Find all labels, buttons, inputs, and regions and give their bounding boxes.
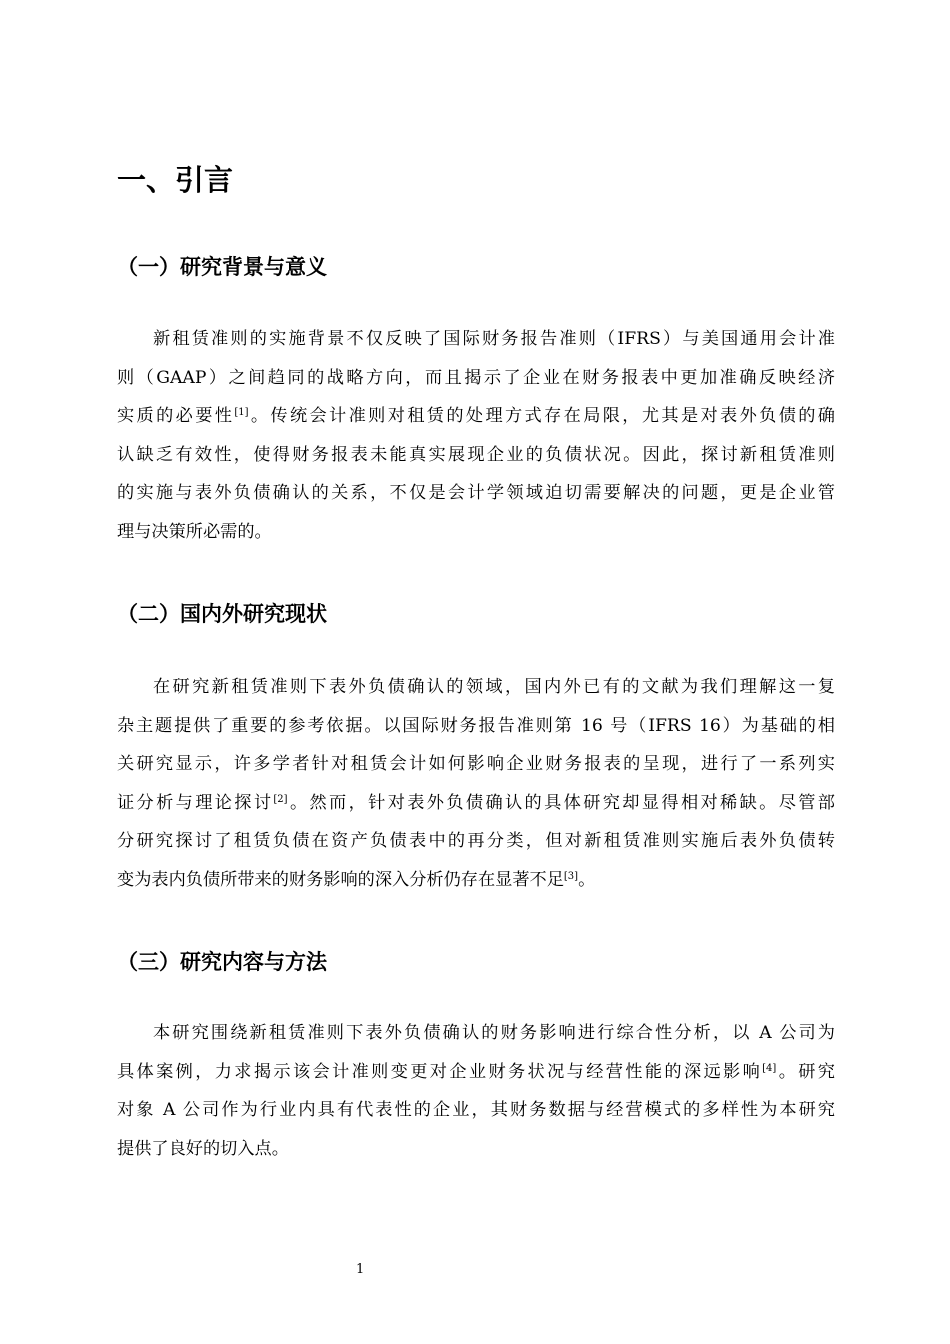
line-text: 实质的必要性 — [117, 406, 235, 426]
section-title-research-status: （二）国内外研究现状 — [117, 602, 327, 626]
page-number: 1 — [356, 1262, 365, 1277]
paragraph-line: 对象 A 公司作为行业内具有代表性的企业，其财务数据与经营模式的多样性为本研究 — [117, 1100, 835, 1120]
paragraph-line: 的实施与表外负债确认的关系，不仅是会计学领域迫切需要解决的问题，更是企业管 — [117, 483, 835, 503]
paragraph-line — [117, 784, 835, 823]
paragraph-line: 认缺乏有效性，使得财务报表未能真实展现企业的负债状况。因此，探讨新租赁准则 — [117, 444, 835, 465]
paragraph-line: 新租赁准则的实施背景不仅反映了国际财务报告准则（IFRS）与美国通用会计准 — [153, 329, 835, 349]
paragraph-line — [117, 1053, 835, 1092]
line-text: 证分析与理论探讨 — [117, 792, 274, 813]
paragraph-line: 理与决策所必需的。 — [117, 521, 272, 542]
paragraph-line: 分研究探讨了租赁负债在资产负债表中的再分类，但对新租赁准则实施后表外负债转 — [117, 831, 835, 851]
citation-ref: [1] — [234, 407, 249, 418]
line-text: 。传统会计准则对租赁的处理方式存在局限，尤其是对表外负债的确 — [248, 406, 835, 426]
paragraph-research-status — [117, 668, 835, 899]
citation-ref: [3] — [563, 870, 579, 882]
paragraph-background — [117, 320, 835, 551]
line-text: 具体案例，力求揭示该会计准则变更对企业财务状况与经营性能的深远影响 — [117, 1061, 763, 1082]
line-text: 。研究 — [776, 1061, 835, 1082]
section-title-content-methods: （三）研究内容与方法 — [117, 950, 327, 974]
paragraph-line: 关研究显示，许多学者针对租赁会计如何影响企业财务报表的呈现，进行了一系列实 — [117, 754, 835, 774]
paragraph-line: 本研究围绕新租赁准则下表外负债确认的财务影响进行综合性分析，以 A 公司为 — [153, 1023, 835, 1043]
line-text: 变为表内负债所带来的财务影响的深入分析仍存在显著不足 — [117, 869, 564, 890]
paragraph-content-methods — [117, 1014, 835, 1168]
paragraph-line — [117, 397, 835, 436]
paragraph-line: 提供了良好的切入点。 — [117, 1138, 289, 1159]
paragraph-line — [117, 861, 835, 900]
chapter-heading: 一、引言 — [117, 163, 234, 197]
paragraph-line: 则（GAAP）之间趋同的战略方向，而且揭示了企业在财务报表中更加准确反映经济 — [117, 367, 835, 388]
line-text: 。然而，针对表外负债确认的具体研究却显得相对稀缺。尽管部 — [287, 792, 835, 813]
paragraph-line: 在研究新租赁准则下表外负债确认的领域，国内外已有的文献为我们理解这一复 — [153, 677, 835, 697]
paragraph-line: 杂主题提供了重要的参考依据。以国际财务报告准则第 16 号（IFRS 16）为基础的相 — [117, 715, 835, 736]
line-text: 。 — [578, 869, 596, 890]
citation-ref: [4] — [762, 1062, 777, 1074]
citation-ref: [2] — [273, 793, 288, 805]
section-title-background: （一）研究背景与意义 — [117, 255, 327, 279]
